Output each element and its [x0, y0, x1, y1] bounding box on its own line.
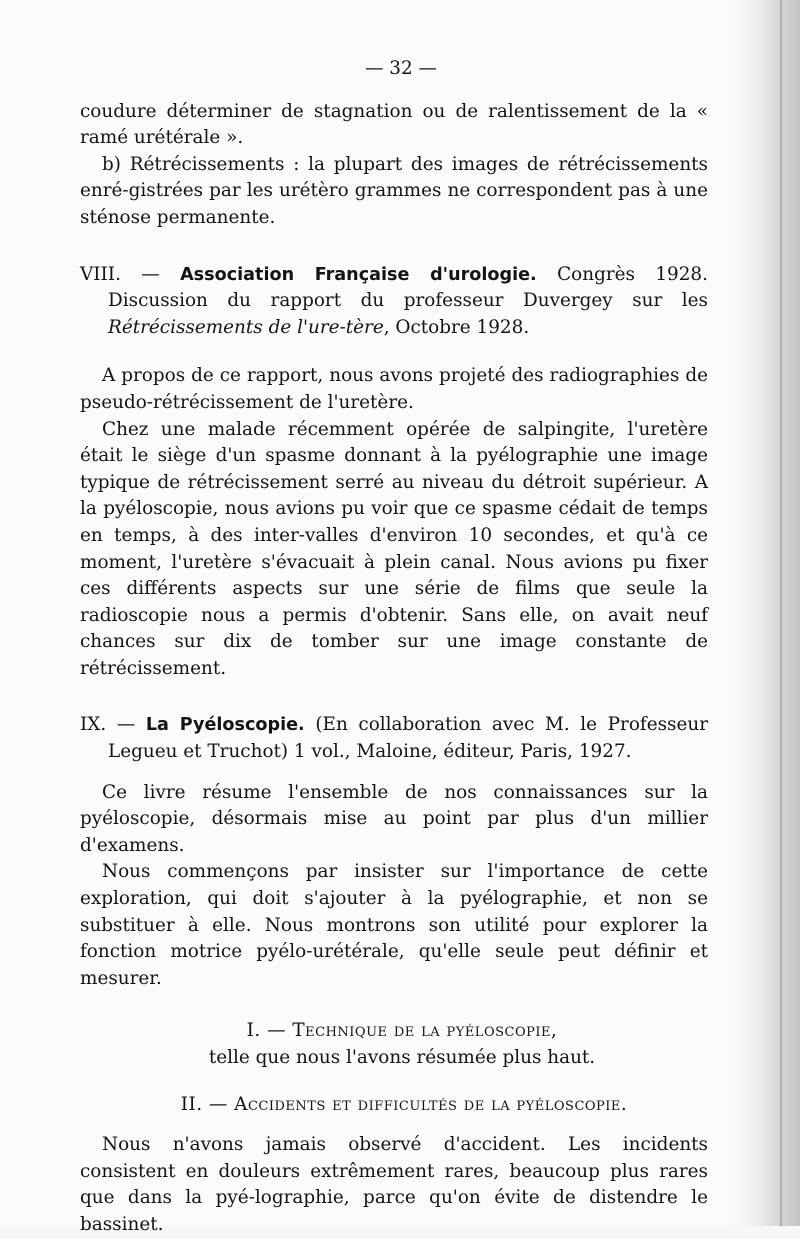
section-viii-dash: —	[141, 263, 160, 285]
section-viii	[80, 262, 708, 342]
section-ix-dash: —	[116, 714, 136, 736]
section-ix	[80, 712, 708, 765]
subtitle-technique-line2: telle que nous l'avons résumée plus haut.	[208, 1047, 596, 1068]
paragraph-commencons: Nous commençons par insister sur l'importance de cette exploration, qui doit s'ajouter à la pyélographie, et non se substituer à elle. Nous montrons son utilité pour explorer la fonction motrice pyélo-urétérale, qu'elle seule peut définir et mesurer.	[80, 861, 708, 989]
page-edge-line	[780, 0, 782, 1226]
section-viii-italic: Rétrécissements de l'ure-tère	[108, 316, 384, 338]
subtitle-accidents: II. — Accidents et difficultés de la pyéloscopie.	[180, 1093, 628, 1115]
section-ix-title: La Pyéloscopie.	[145, 715, 305, 736]
section-viii-date: , Octobre 1928.	[383, 316, 530, 338]
page-content	[80, 56, 708, 1239]
section-ix-number: IX.	[80, 714, 107, 736]
subtitle-technique: I. — Technique de la pyéloscopie,	[246, 1020, 558, 1042]
paragraph-propos: A propos de ce rapport, nous avons projeté des radiographies de pseudo-rétrécissement de l'uretère.	[80, 365, 708, 413]
section-viii-text: Congrès 1928. Discussion du rapport du professeur Duvergey sur les	[108, 263, 708, 312]
section-viii-number: VIII.	[80, 263, 121, 285]
paragraph-coudure: coudure déterminer de stagnation ou de ralentissement de la « ramé urétérale ».	[80, 100, 708, 149]
paragraph-livre: Ce livre résume l'ensemble de nos connaissances sur la pyéloscopie, désormais mise au point par plus d'un millier d'examens.	[80, 781, 708, 856]
page-number: — 32 —	[365, 58, 437, 79]
paragraph-accident: Nous n'avons jamais observé d'accident. Les incidents consistent en douleurs extrêmement rares, beaucoup plus rares que dans la pyé-lographie, parce qu'on évite de distendre le bassinet.	[80, 1134, 708, 1235]
page-gutter-shadow	[730, 0, 800, 1226]
paragraph-retrecissements: b) Rétrécissements : la plupart des images de rétrécissements enré-gistrées par les urétèro grammes ne correspondent pas à une sténose permanente.	[80, 153, 708, 228]
section-viii-title: Association Française d'urologie.	[180, 264, 537, 285]
section-ix-text: (En collaboration avec M. le Professeur Legueu et Truchot) 1 vol., Maloine, éditeur, Paris, 1927.	[108, 714, 708, 763]
paragraph-malade: Chez une malade récemment opérée de salpingite, l'uretère était le siège d'un spasme donnant à la pyélographie une image typique de rétrécissement serré au niveau du détroit supérieur. A la pyéloscopie, nous avions pu voir que ce spasme cédait de temps en temps, à des inter-valles d'environ 10 secondes, et qu'à ce moment, l'uretère s'évacuait à plein canal. Nous avions pu fixer ces différents aspects sur une série de films que seule la radioscopie nous a permis d'obtenir. Sans elle, on avait neuf chances sur dix de tomber sur une image constante de rétrécissement.	[80, 418, 708, 679]
